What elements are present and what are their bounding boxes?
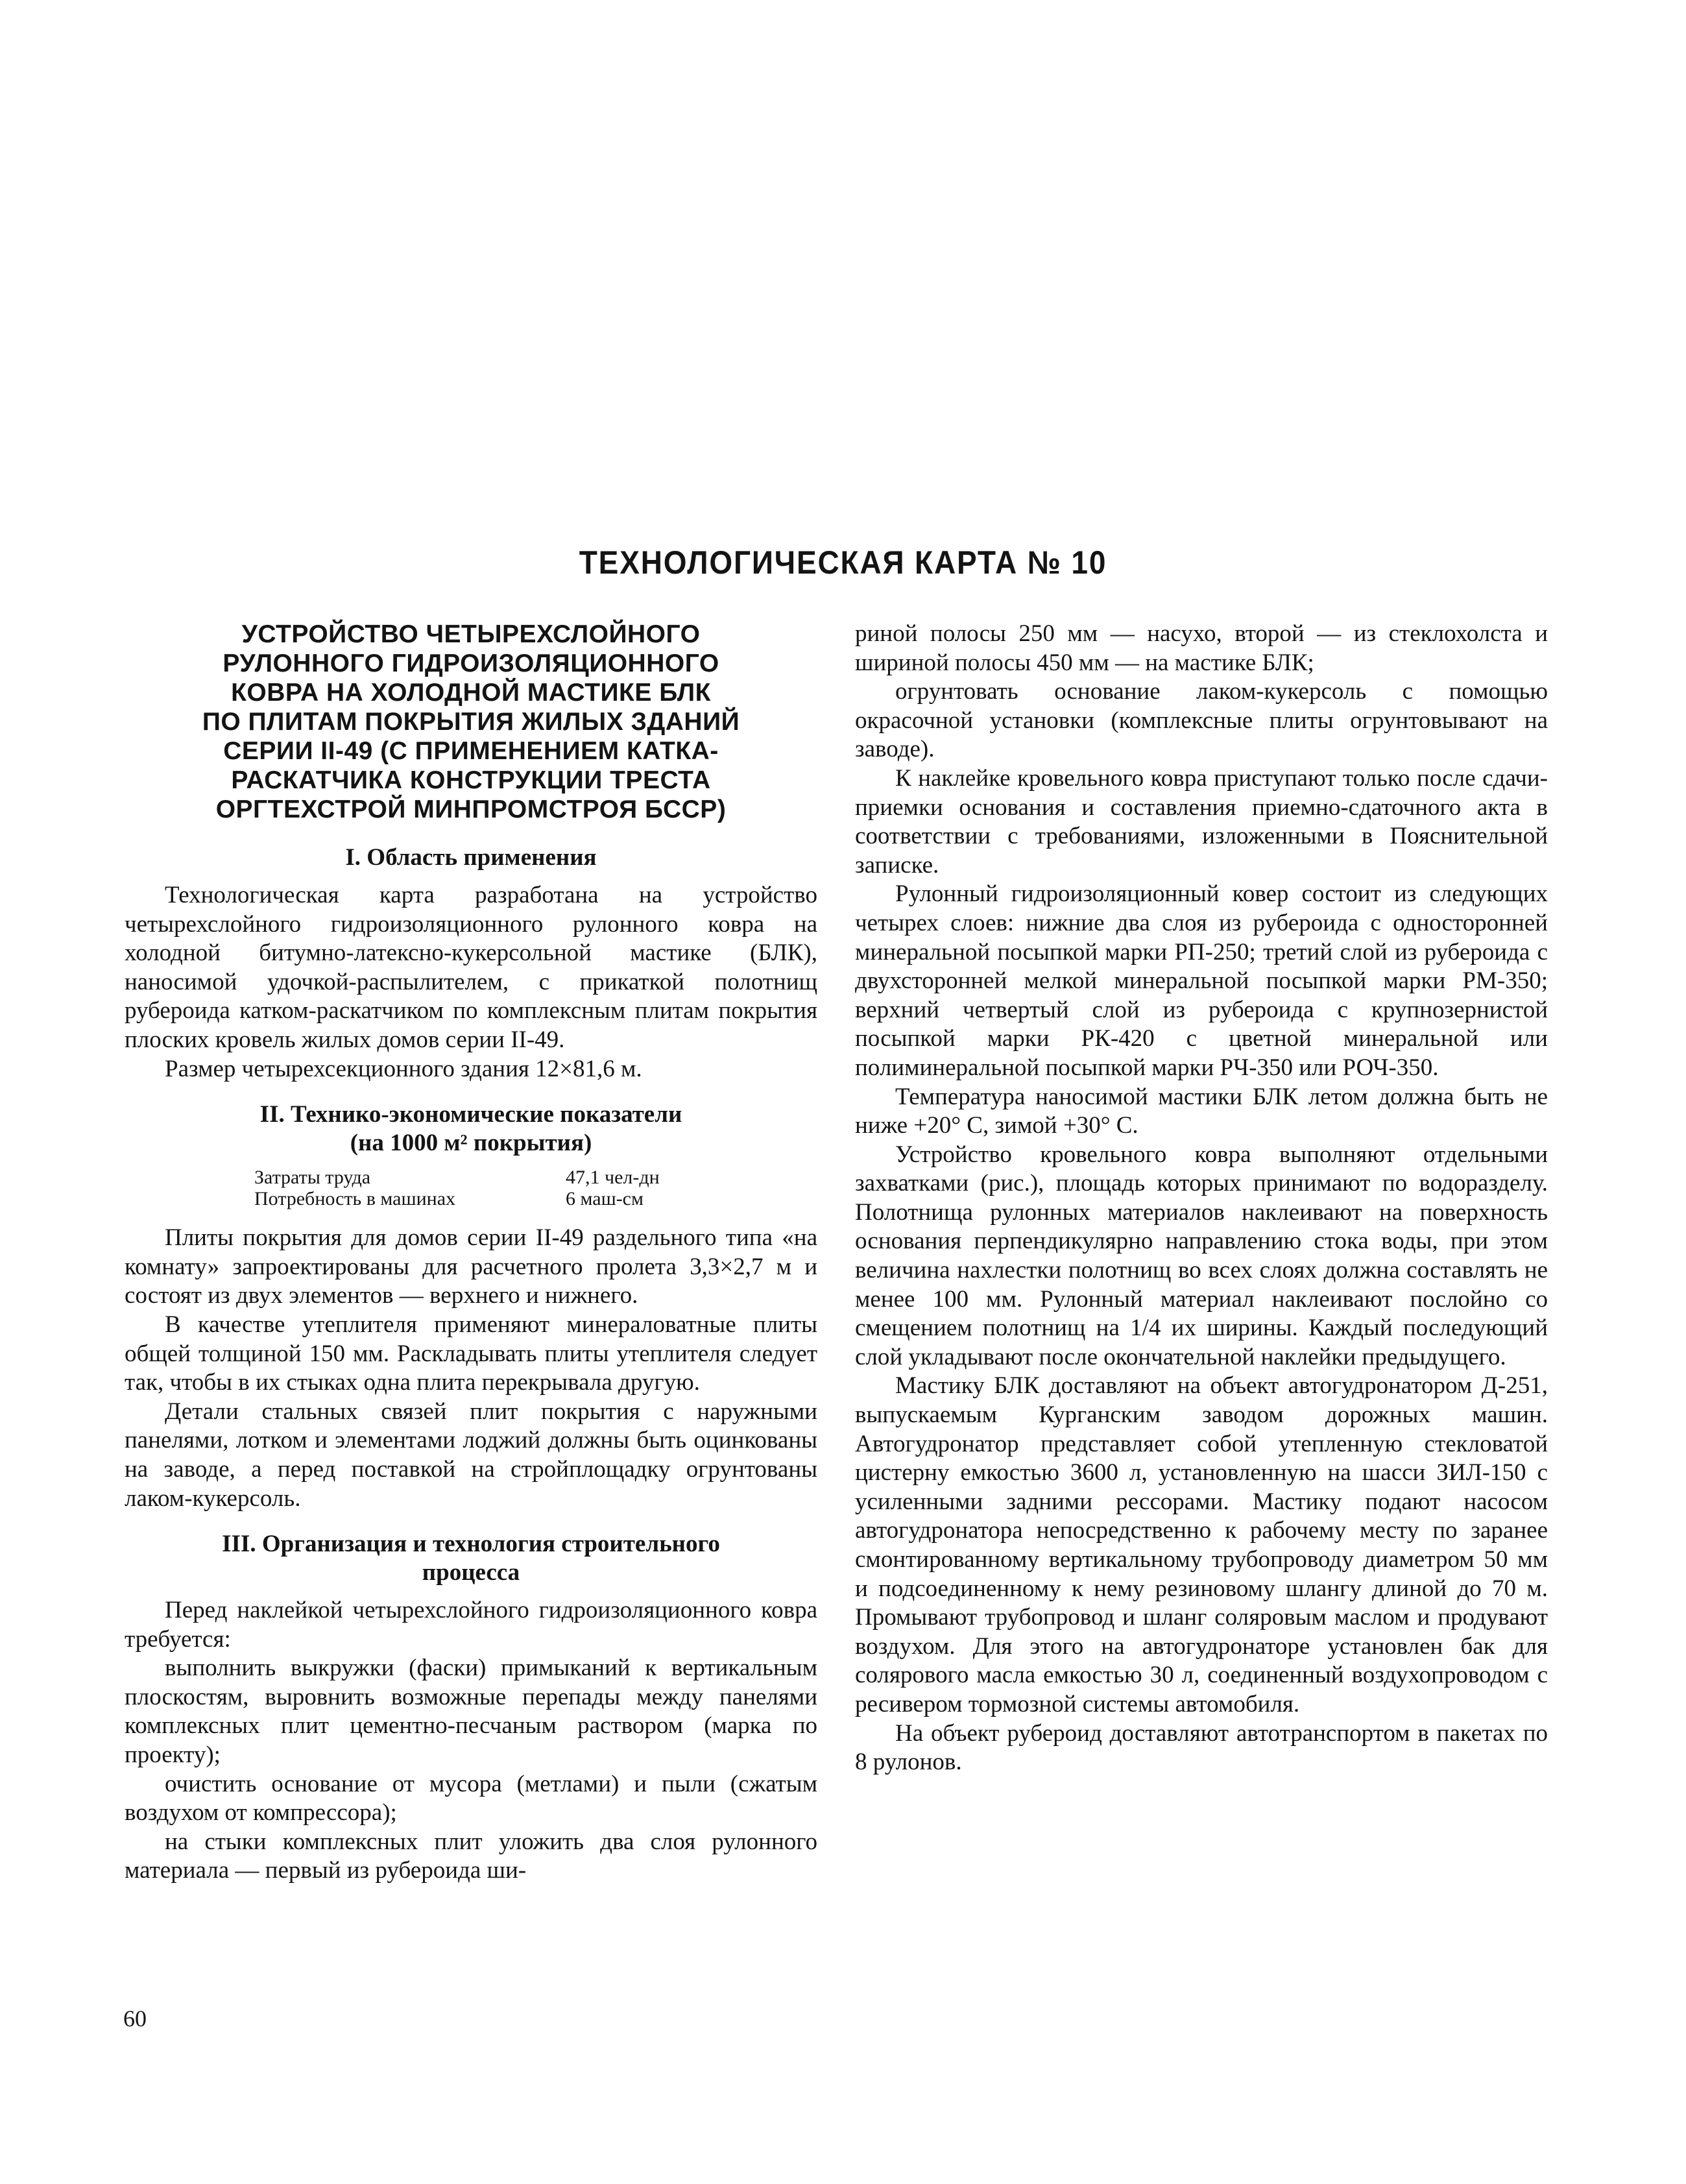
- paragraph: Перед наклейкой четырехслойного гидроизоляционного ковра требуется:: [125, 1597, 817, 1653]
- right-column: [855, 620, 1548, 1777]
- indicators-table: [254, 1167, 817, 1209]
- subtitle-line: ПО ПЛИТАМ ПОКРЫТИЯ ЖИЛЫХ ЗДАНИЙ: [202, 708, 740, 736]
- left-column: [125, 620, 817, 1886]
- paragraph: Детали стальных связей плит покрытия с наружными панелями, лотком и элементами лоджий должны быть оцинкованы на заводе, а перед поставкой на стройплощадку огрунтованы лаком-кукерсоль.: [125, 1398, 817, 1512]
- page-number: 60: [123, 2006, 147, 2032]
- paragraph: Устройство кровельного ковра выполняют отдельными захватками (рис.), площадь которых принимают по водоразделу. Полотнища рулонных материалов наклеивают на поверхность основания перпендикулярно направлению стока воды, при этом величина нахлестки полотнищ во всех слоях должна составлять не менее 100 мм. Рулонный материал наклеивают послойно со смещением полотнищ на 1/4 их ширины. Каждый последующий слой укладывают после окончательной наклейки предыдущего.: [855, 1141, 1548, 1370]
- section-heading-line: III. Организация и технология строительного: [222, 1531, 720, 1558]
- subtitle-line: УСТРОЙСТВО ЧЕТЫРЕХСЛОЙНОГО: [241, 620, 701, 648]
- page-title: ТЕХНОЛОГИЧЕСКАЯ КАРТА № 10: [579, 544, 1107, 581]
- paragraph: Мастику БЛК доставляют на объект автогудронатором Д-251, выпускаемым Курганским заводом дорожных машин. Автогудронатор представляет собой утепленную стекловатой цистерну емкостью 3600 л, установленную на шасси ЗИЛ-150 с усиленными задними рессорами. Мастику подают насосом автогудронатора непосредственно к рабочему месту по заранее смонтированному вертикальному трубопроводу диаметром 50 мм и подсоединенному к нему резиновому шлангу длиной до 70 м. Промывают трубопровод и шланг соляровым маслом и продувают воздухом. Для этого на автогудронаторе установлен бак для солярового масла емкостью 30 л, соединенный воздухопроводом с ресивером тормозной системы автомобиля.: [855, 1372, 1548, 1717]
- subtitle-line: КОВРА НА ХОЛОДНОЙ МАСТИКЕ БЛК: [231, 679, 711, 707]
- indicator-value: 6 маш-см: [566, 1188, 644, 1210]
- section-heading-line: процесса: [422, 1559, 520, 1586]
- subtitle-line: РАСКАТЧИКА КОНСТРУКЦИИ ТРЕСТА: [231, 766, 711, 794]
- subtitle-line: РУЛОННОГО ГИДРОИЗОЛЯЦИОННОГО: [223, 649, 719, 677]
- paragraph: огрунтовать основание лаком-кукерсоль с помощью окрасочной установки (комплексные плиты огрунтовывают на заводе).: [855, 678, 1548, 763]
- paragraph: Рулонный гидроизоляционный ковер состоит из следующих четырех слоев: нижние два слоя из рубероида с односторонней минеральной посыпкой марки РП-250; третий слой из рубероида с двухсторонней мелкой минеральной посыпкой марки РМ-350; верхний четвертый слой из рубероида с крупнозернистой посыпкой марки РК-420 с цветной минеральной или полиминеральной посыпкой марки РЧ-350 или РОЧ-350.: [855, 880, 1548, 1081]
- subtitle-line: СЕРИИ II-49 (С ПРИМЕНЕНИЕМ КАТКА-: [223, 737, 719, 765]
- section-heading-scope: I. Область применения: [345, 844, 597, 871]
- paragraph: К наклейке кровельного ковра приступают только после сдачи-приемки основания и составления приемно-сдаточного акта в соответствии с требованиями, изложенными в Пояснительной записке.: [855, 764, 1548, 879]
- section-heading-line: II. Технико-экономические показатели: [259, 1101, 682, 1128]
- paragraph: На объект рубероид доставляют автотранспортом в пакетах по 8 рулонов.: [855, 1719, 1548, 1776]
- indicator-label: Затраты труда: [254, 1167, 371, 1189]
- paragraph: Плиты покрытия для домов серии II-49 раздельного типа «на комнату» запроектированы для расчетного пролета 3,3×2,7 м и состоят из двух элементов — верхнего и нижнего.: [125, 1224, 817, 1309]
- paragraph: риной полосы 250 мм — насухо, второй — из стеклохолста и шириной полосы 450 мм — на мастике БЛК;: [855, 620, 1548, 676]
- paragraph: на стыки комплексных плит уложить два слоя рулонного материала — первый из рубероида ши-: [125, 1828, 817, 1884]
- document-subtitle: [125, 620, 817, 824]
- section-heading-line: (на 1000 м² покрытия): [350, 1130, 592, 1157]
- paragraph: В качестве утеплителя применяют минераловатные плиты общей толщиной 150 мм. Раскладывать плиты утеплителя следует так, чтобы в их стыках одна плита перекрывала другую.: [125, 1311, 817, 1396]
- subtitle-line: ОРГТЕХСТРОЙ МИНПРОМСТРОЯ БССР): [215, 795, 727, 823]
- section-heading-organization: [125, 1530, 817, 1587]
- paragraph: Температура наносимой мастики БЛК летом должна быть не ниже +20° С, зимой +30° С.: [855, 1083, 1548, 1139]
- paragraph: Технологическая карта разработана на устройство четырехслойного гидроизоляционного рулонного ковра на холодной битумно-латексно-кукерсольной мастике (БЛК), наносимой удочкой-распылителем, с прикаткой полотнищ рубероида катком-раскатчиком по комплексным плитам покрытия плоских кровель жилых домов серии II-49.: [125, 882, 817, 1053]
- paragraph: Размер четырехсекционного здания 12×81,6 м.: [165, 1055, 642, 1082]
- section-heading-indicators: [125, 1100, 817, 1158]
- indicator-value: 47,1 чел-дн: [566, 1167, 660, 1189]
- paragraph: очистить основание от мусора (метлами) и пыли (сжатым воздухом от компрессора);: [125, 1770, 817, 1826]
- indicator-label: Потребность в машинах: [254, 1188, 456, 1210]
- paragraph: выполнить выкружки (фаски) примыканий к вертикальным плоскостям, выровнить возможные перепады между панелями комплексных плит цементно-песчаным раствором (марка по проекту);: [125, 1655, 817, 1769]
